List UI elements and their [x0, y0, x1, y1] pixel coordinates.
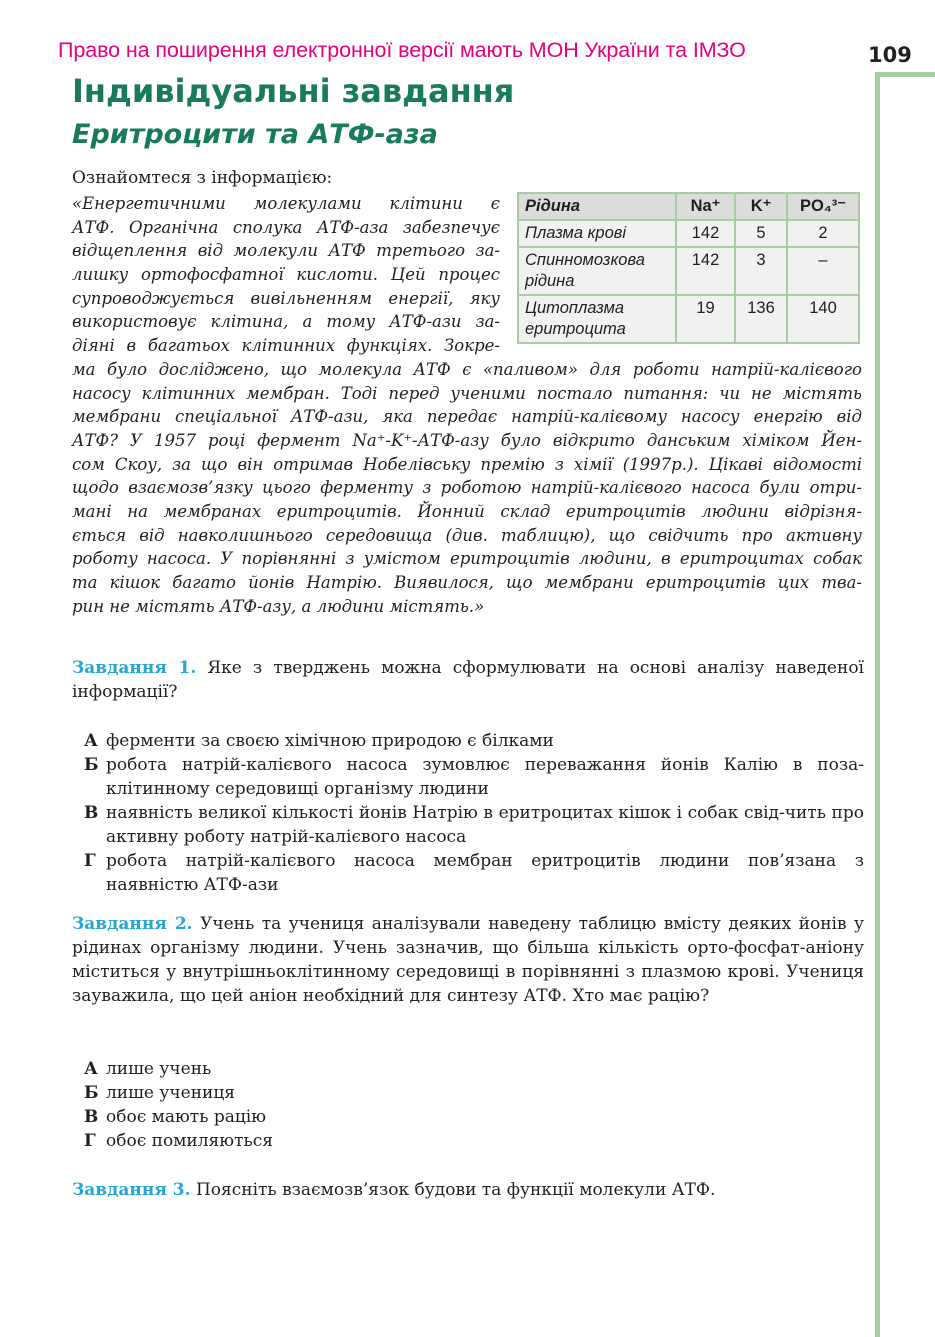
answer-option: [84, 729, 864, 753]
answer-option: [84, 1057, 864, 1081]
table-cell: 136: [735, 295, 787, 343]
option-text: обоє мають рацію: [106, 1107, 267, 1127]
quote-line: сом Скоу, за що він отримав Нобелівську премію з хімії (1997р.). Цікаві відомості: [72, 454, 862, 474]
option-letter: В: [84, 803, 99, 823]
option-letter: А: [84, 731, 98, 751]
quote-line: мембрани спеціальної АТФ-ази, яка передає натрій-калієвому насосу енергію від: [72, 407, 862, 427]
option-letter: Б: [84, 1083, 99, 1103]
answer-option: [84, 753, 864, 801]
table-row: [518, 295, 859, 343]
quote-line: відщеплення від молекули АТФ третього за-: [72, 241, 500, 261]
margin-decoration: [875, 72, 935, 1337]
quote-line: насосу клітинних мембран. Тоді перед ученими постало питання: чи не містять: [72, 383, 862, 403]
ion-composition-table: [517, 192, 860, 344]
task-3-label: Завдання 3.: [72, 1180, 191, 1200]
quote-line: «Енергетичними молекулами клітини є: [72, 194, 500, 213]
quote-line: АТФ? У 1957 році фермент Na⁺-K⁺-АТФ-азу було відкрито данським хіміком Йен-: [72, 430, 862, 450]
table-cell: Плазма крові: [518, 220, 676, 247]
quote-line: ється від навколишнього середовища (див. таблицю), що свідчить про активну: [72, 525, 862, 545]
option-letter: Б: [84, 755, 99, 775]
option-text: лише учениця: [106, 1083, 236, 1103]
task-2-question: [72, 912, 864, 1008]
quote-line: використовує клітина, а тому АТФ-ази за-: [72, 312, 500, 332]
table-cell: –: [787, 247, 859, 295]
table-cell: Цитоплазма еритроцита: [518, 295, 676, 343]
margin-horizontal-line: [875, 72, 935, 77]
quote-line: щодо взаємозв’язку цього ферменту з роботою натрій-калієвого насоса були отри-: [72, 478, 862, 498]
task-2-options: [84, 1057, 864, 1153]
quote-line: мані на мембранах еритроцитів. Йонний склад еритроцитів людини відрізня-: [72, 501, 862, 521]
rights-notice: Право на поширення електронної версії мають МОН України та ІМЗО: [58, 38, 746, 62]
option-letter: А: [84, 1059, 98, 1079]
option-text: наявність великої кількості йонів Натрію в еритроцитах кішок і собак свід-чить про активну роботу натрій-калієвого насоса: [106, 803, 864, 847]
task-3-text: Поясніть взаємозв’язок будови та функції молекули АТФ.: [195, 1180, 716, 1200]
table-row: [518, 220, 859, 247]
answer-option: [84, 1081, 864, 1105]
answer-option: [84, 1105, 864, 1129]
table-cell: 3: [735, 247, 787, 295]
table-row: [518, 247, 859, 295]
option-text: лише учень: [106, 1059, 212, 1079]
task-1-text: Яке з тверджень можна сформулювати на основі аналізу наведеної інформації?: [72, 658, 864, 702]
task-1-question: [72, 656, 864, 704]
table-header-cell: PO₄³⁻: [787, 193, 859, 220]
task-3-question: [72, 1178, 864, 1202]
table-cell: 2: [787, 220, 859, 247]
option-text: робота натрій-калієвого насоса зумовлює переважання йонів Калію в поза-клітинному середовищі організму людини: [106, 755, 864, 799]
task-1-options: [84, 729, 864, 897]
option-text: обоє помиляються: [106, 1131, 273, 1151]
quote-line: ма було досліджено, що молекула АТФ є «паливом» для роботи натрій-калієвого: [72, 359, 862, 379]
quote-line: роботу насоса. У порівнянні з умістом еритроцитів людини, в еритроцитах собак: [72, 549, 862, 569]
table-cell: 142: [676, 247, 735, 295]
task-2-text: Учень та учениця аналізували наведену таблицю вмісту деяких йонів у рідинах організму людини. Учень зазначив, що більша кількість орто-фосфат-аніону міститься у внутрішньоклітинному середовищі в порівнянні з плазмою крові. Учениця зауважила, що цей аніон необхідний для синтезу АТФ. Хто має рацію?: [72, 914, 864, 1006]
quote-line: супроводжується вивільненням енергії, яку: [72, 288, 500, 308]
task-1-label: Завдання 1.: [72, 658, 197, 678]
answer-option: [84, 801, 864, 849]
page-number: 109: [868, 43, 912, 67]
table-header-row: [518, 193, 859, 220]
task-2-label: Завдання 2.: [72, 914, 193, 934]
intro-text: Ознайомтеся з інформацією:: [72, 168, 333, 188]
quote-line: АТФ. Органічна сполука АТФ-аза забезпечує: [72, 217, 500, 237]
table-cell: 142: [676, 220, 735, 247]
table-header-cell: Рідина: [518, 193, 676, 220]
page-subtitle: Еритроцити та АТФ-аза: [72, 119, 438, 150]
margin-vertical-line: [875, 72, 880, 1337]
table-cell: Спинномозкова рідина: [518, 247, 676, 295]
answer-option: [84, 1129, 864, 1153]
table-cell: 19: [676, 295, 735, 343]
table-header-cell: K⁺: [735, 193, 787, 220]
table-cell: 140: [787, 295, 859, 343]
quote-line: та кішок багато йонів Натрію. Виявилося, що мембрани еритроцитів цих тва-: [72, 573, 862, 592]
table-header-cell: Na⁺: [676, 193, 735, 220]
quote-line: діяні в багатьох клітинних функціях. Зокре-: [72, 336, 500, 356]
option-text: робота натрій-калієвого насоса мембран еритроцитів людини пов’язана з наявністю АТФ-ази: [106, 851, 864, 895]
option-letter: В: [84, 1107, 99, 1127]
answer-option: [84, 849, 864, 897]
option-letter: Г: [84, 1131, 96, 1151]
page-title: Індивідуальні завдання: [72, 72, 515, 110]
option-text: ферменти за своєю хімічною природою є білками: [106, 731, 554, 751]
option-letter: Г: [84, 851, 96, 871]
quote-line: лишку ортофосфатної кислоти. Цей процес: [72, 265, 500, 285]
table-cell: 5: [735, 220, 787, 247]
quote-line: рин не містять АТФ-азу, а людини містять.»: [72, 596, 485, 616]
